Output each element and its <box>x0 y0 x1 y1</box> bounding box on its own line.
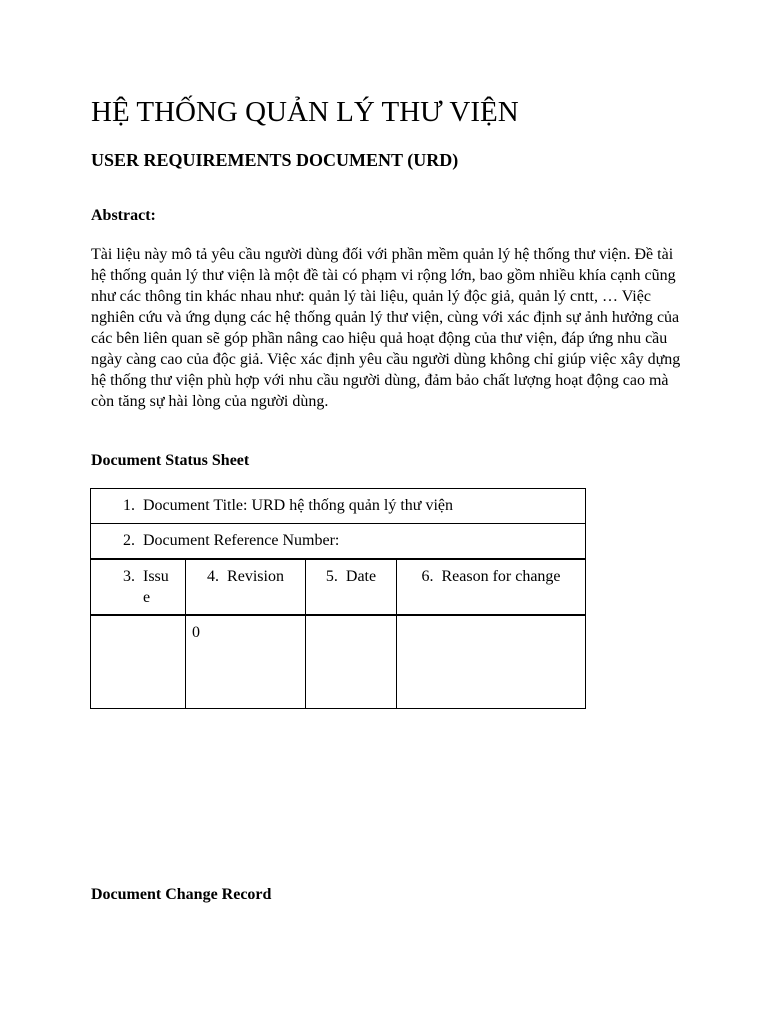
status-sheet-heading: Document Status Sheet <box>91 452 250 469</box>
abstract-heading: Abstract: <box>91 207 156 224</box>
document-status-table <box>90 488 586 709</box>
header-revision-label: Revision <box>227 568 284 585</box>
header-issue-label: Issue <box>143 568 169 606</box>
abstract-paragraph: Tài liệu này mô tả yêu cầu người dùng đối với phần mềm quản lý hệ thống thư viện. Đề tài hệ thống quản lý thư viện là một đề tài có phạm vi rộng lớn, bao gồm nhiều khía cạnh cũng như các thông tin khác nhau như: quản lý tài liệu, quản lý độc giả, quản lý cntt, … Việc nghiên cứu và ứng dụng các hệ thống quản lý thư viện, cùng với xác định sự ảnh hưởng của các bên liên quan sẽ góp phần nâng cao hiệu quả hoạt động của thư viện, đáp ứng nhu cầu ngày càng cao của độc giả. Việc xác định yêu cầu người dùng không chỉ giúp việc xây dựng hệ thống thư viện phù hợp với nhu cầu người dùng, đảm bảo chất lượng hoạt động cao mà còn tăng sự hài lòng của người dùng. <box>91 246 681 410</box>
list-number: 5. <box>325 568 338 585</box>
table-row <box>91 615 586 709</box>
status-row-reference-number <box>91 524 586 560</box>
document-title-field: Document Title: URD hệ thống quản lý thư viện <box>143 497 453 514</box>
change-record-heading: Document Change Record <box>91 886 272 903</box>
list-number: 4. <box>207 568 220 585</box>
revision-cell[interactable]: 0 <box>186 615 306 709</box>
document-title: HỆ THỐNG QUẢN LÝ THƯ VIỆN <box>91 96 519 128</box>
reference-number-cell <box>91 524 586 560</box>
list-number: 2. <box>123 532 135 549</box>
issue-cell[interactable] <box>91 615 186 709</box>
status-row-document-title <box>91 489 586 524</box>
reason-cell[interactable] <box>397 615 586 709</box>
list-number: 6. <box>421 568 434 585</box>
reference-number-field: Document Reference Number: <box>143 532 340 549</box>
header-reason <box>397 559 586 615</box>
header-reason-label: Reason for change <box>441 568 561 585</box>
header-revision <box>186 559 306 615</box>
list-number: 1. <box>123 497 135 514</box>
header-date <box>306 559 397 615</box>
document-title-cell <box>91 489 586 524</box>
date-cell[interactable] <box>306 615 397 709</box>
header-date-label: Date <box>345 568 377 585</box>
header-issue <box>91 559 186 615</box>
list-number: 3. <box>123 568 135 585</box>
document-subtitle: USER REQUIREMENTS DOCUMENT (URD) <box>91 150 459 170</box>
status-table-header-row <box>91 559 586 615</box>
